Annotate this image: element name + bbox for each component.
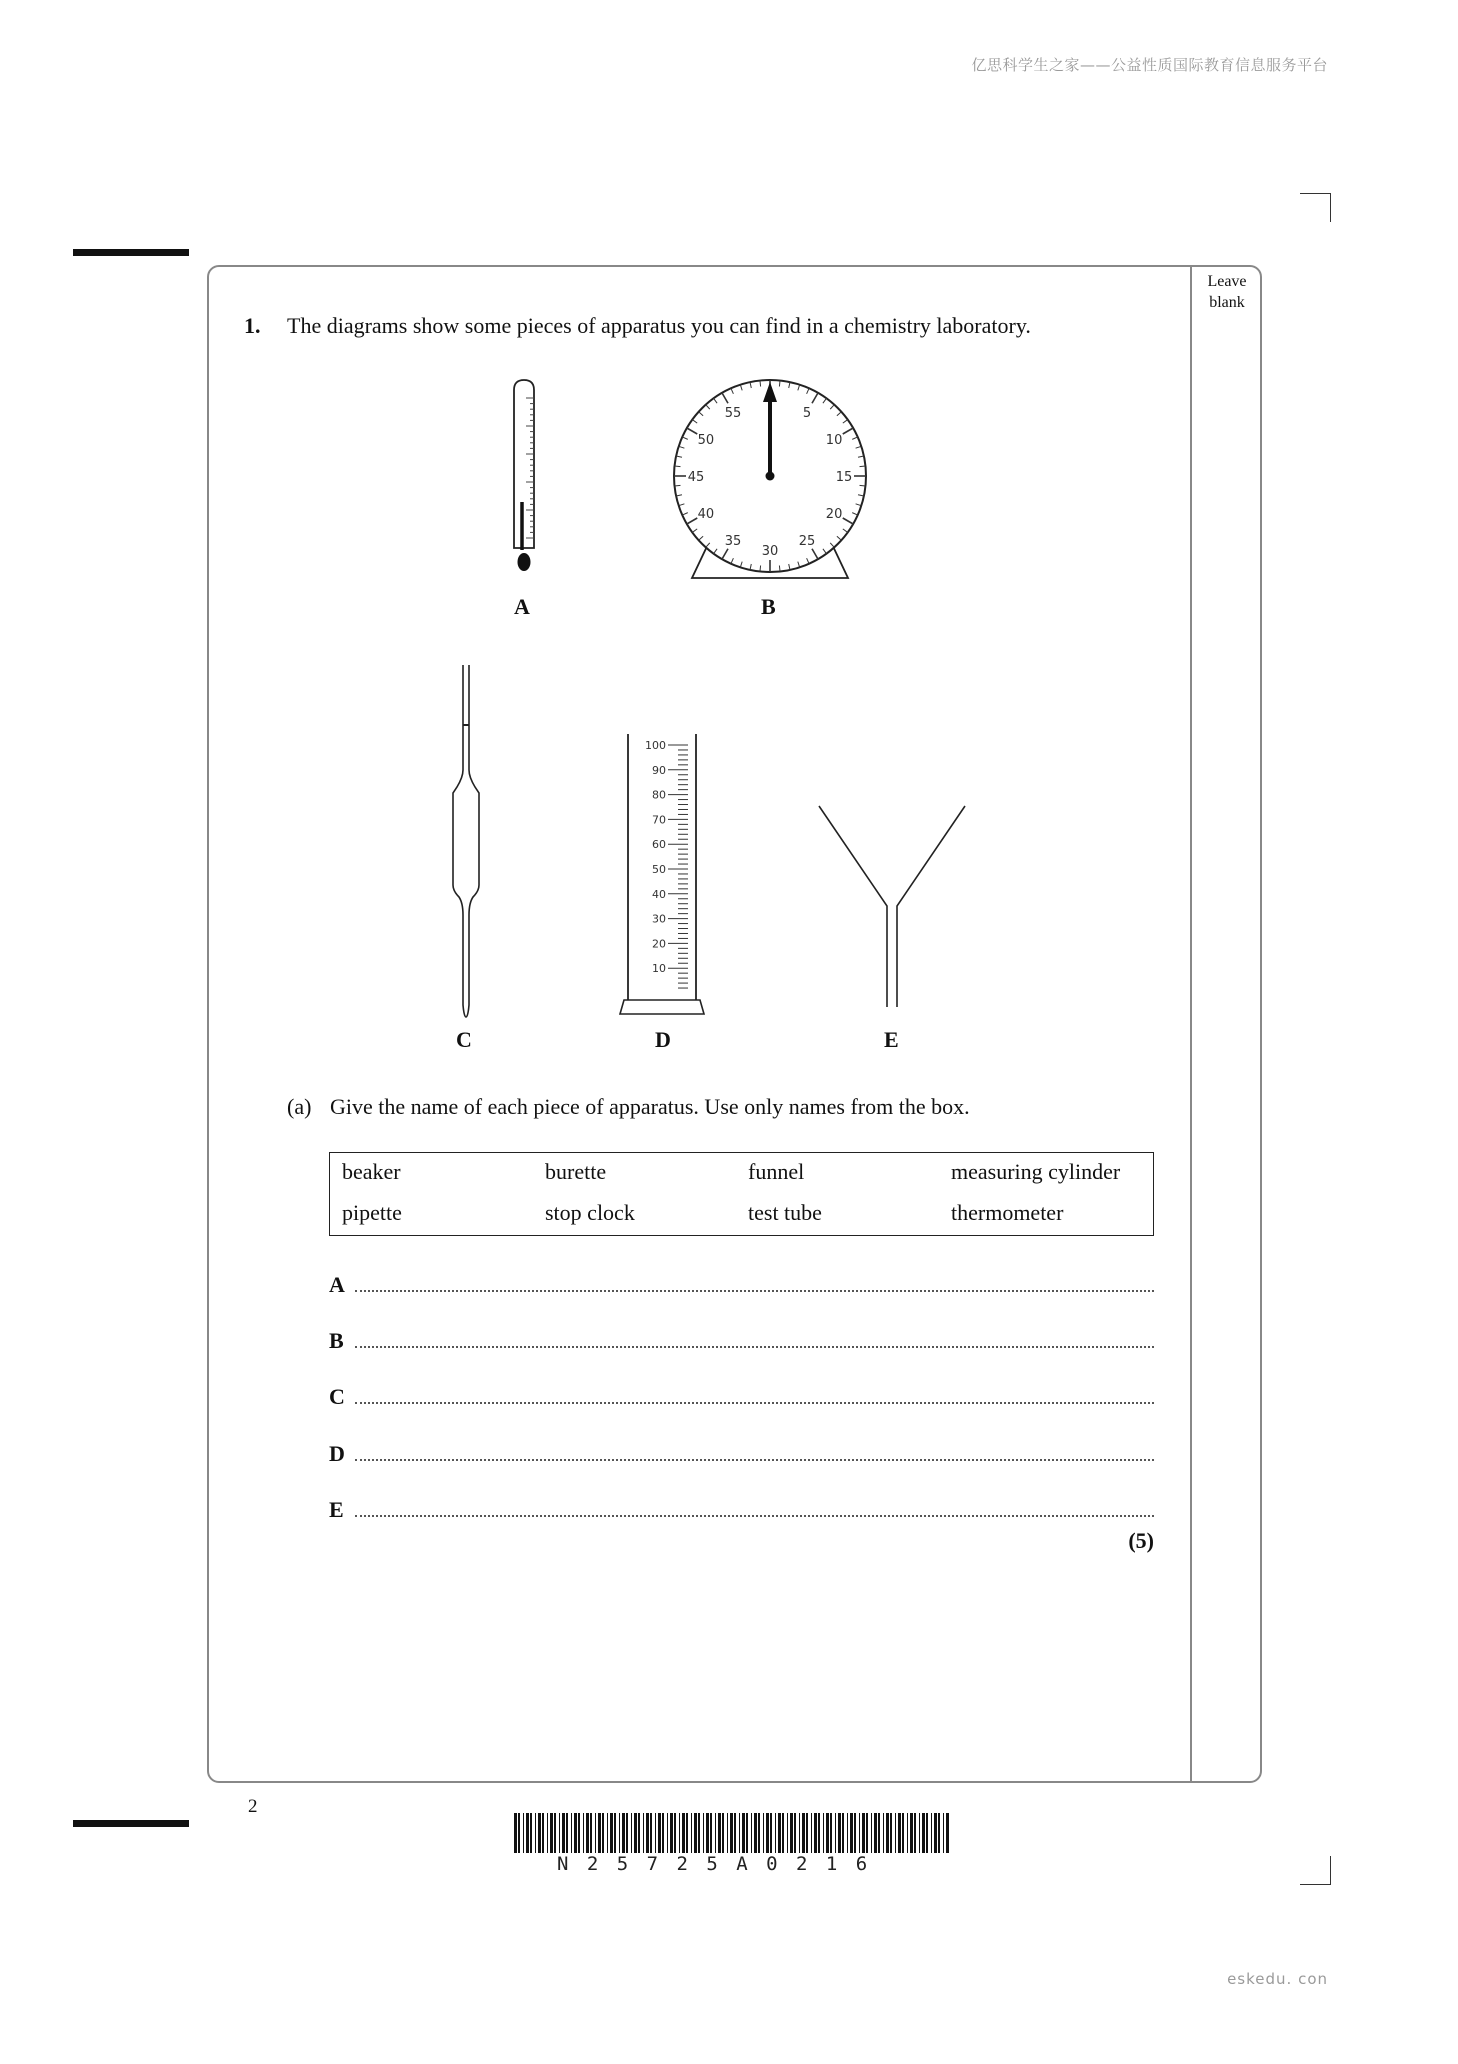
barcode-bar: [898, 1813, 901, 1853]
barcode-bar: [518, 1813, 520, 1853]
barcode-bar: [650, 1813, 652, 1853]
barcode-bar: [619, 1813, 620, 1853]
barcode-bar: [662, 1813, 664, 1853]
barcode-bar: [715, 1813, 716, 1853]
box-word: burette: [545, 1159, 607, 1184]
barcode-bar: [946, 1813, 949, 1853]
box-word: stop clock: [545, 1200, 635, 1225]
figure-label-a: A: [514, 594, 530, 619]
figure-label-e: E: [884, 1027, 899, 1052]
answer-letter: A: [329, 1272, 345, 1297]
barcode-bar: [830, 1813, 832, 1853]
barcode-bar: [842, 1813, 844, 1853]
barcode-bar: [694, 1813, 697, 1853]
barcode-bar: [919, 1813, 920, 1853]
dotted-line[interactable]: [355, 1445, 1154, 1461]
barcode-bar: [782, 1813, 784, 1853]
barcode-bar: [907, 1813, 908, 1853]
part-a-label: (a): [287, 1094, 312, 1119]
barcode-bar: [571, 1813, 572, 1853]
question-number: 1.: [244, 313, 261, 338]
pipette-diagram: [440, 665, 500, 1020]
answer-line-b[interactable]: [329, 1328, 1154, 1354]
barcode-bar: [559, 1813, 560, 1853]
word-box: [329, 1152, 1154, 1236]
crop-mark-bottom-right: [1300, 1856, 1331, 1885]
barcode-bar: [754, 1813, 757, 1853]
cylinder-scale-label: 70: [652, 813, 666, 827]
answer-letter: C: [329, 1384, 345, 1409]
clock-number: 25: [798, 534, 816, 550]
barcode-bar: [655, 1813, 656, 1853]
barcode-bar: [746, 1813, 748, 1853]
barcode-bar: [535, 1813, 536, 1853]
barcode-bar: [530, 1813, 532, 1853]
barcode-bar: [775, 1813, 776, 1853]
barcode-bar: [583, 1813, 584, 1853]
barcode-bar: [943, 1813, 944, 1853]
thermometer-diagram: [500, 378, 550, 578]
barcode-bar: [566, 1813, 568, 1853]
clock-number: 35: [724, 534, 742, 550]
part-a-text: Give the name of each piece of apparatus. Use only names from the box.: [330, 1094, 970, 1119]
barcode-bar: [886, 1813, 889, 1853]
dotted-line[interactable]: [355, 1501, 1154, 1517]
barcode-bar: [739, 1813, 740, 1853]
barcode-bar: [871, 1813, 872, 1853]
barcode-bar: [914, 1813, 916, 1853]
leave-blank-label: [1192, 271, 1262, 313]
barcode-bar: [874, 1813, 877, 1853]
dotted-line[interactable]: [355, 1276, 1154, 1292]
dotted-line[interactable]: [355, 1332, 1154, 1348]
barcode-bar: [598, 1813, 601, 1853]
barcode-bar: [634, 1813, 637, 1853]
answer-line-e[interactable]: [329, 1497, 1154, 1523]
barcode-bar: [727, 1813, 728, 1853]
barcode-bar: [643, 1813, 644, 1853]
box-word: funnel: [748, 1159, 805, 1184]
cylinder-scale-label: 10: [652, 962, 666, 976]
barcode-bar: [703, 1813, 704, 1853]
answer-letter: D: [329, 1441, 345, 1466]
cylinder-scale-label: 100: [645, 739, 666, 752]
barcode-bar: [578, 1813, 580, 1853]
barcode-bar: [787, 1813, 788, 1853]
barcode-bar: [835, 1813, 836, 1853]
figure-label-b: B: [761, 594, 776, 619]
clock-tick: [779, 381, 780, 387]
answer-line-d[interactable]: [329, 1441, 1154, 1467]
barcode-bar: [622, 1813, 625, 1853]
barcode-bar: [931, 1813, 932, 1853]
barcode-bar: [902, 1813, 904, 1853]
barcode-bar: [610, 1813, 613, 1853]
cylinder-scale-label: 20: [652, 937, 666, 951]
clock-number: 10: [825, 433, 843, 448]
barcode-bar: [590, 1813, 592, 1853]
barcode-bar: [763, 1813, 764, 1853]
clock-number: 15: [835, 470, 853, 485]
barcode-bar: [670, 1813, 673, 1853]
barcode-bar: [734, 1813, 736, 1853]
barcode-bar: [607, 1813, 608, 1853]
barcode-bar: [766, 1813, 769, 1853]
answer-line-c[interactable]: [329, 1384, 1154, 1410]
answer-letter: B: [329, 1328, 344, 1353]
barcode-bar: [638, 1813, 640, 1853]
barcode-bar: [794, 1813, 796, 1853]
barcode-bar: [691, 1813, 692, 1853]
barcode-bar: [514, 1813, 517, 1853]
cylinder-scale-label: 90: [652, 763, 666, 777]
barcode-bar: [722, 1813, 724, 1853]
page-number: 2: [248, 1796, 258, 1817]
barcode-bar: [823, 1813, 824, 1853]
box-word: thermometer: [951, 1200, 1064, 1225]
barcode-bar: [838, 1813, 841, 1853]
barcode-bar: [778, 1813, 781, 1853]
box-word: measuring cylinder: [951, 1159, 1121, 1184]
clock-number: 45: [687, 470, 705, 485]
barcode-bar: [674, 1813, 676, 1853]
cylinder-scale-label: 60: [652, 838, 666, 852]
barcode-bar: [890, 1813, 892, 1853]
barcode-bar: [658, 1813, 661, 1853]
barcode-bar: [910, 1813, 913, 1853]
barcode-bar: [790, 1813, 793, 1853]
barcode-bar: [922, 1813, 925, 1853]
barcode-bar: [595, 1813, 596, 1853]
leave-blank-line2: blank: [1209, 294, 1245, 311]
barcode-bar: [547, 1813, 548, 1853]
barcode-bar: [770, 1813, 772, 1853]
clock-tick: [760, 566, 761, 572]
barcode-bar: [850, 1813, 853, 1853]
barcode-bar: [574, 1813, 577, 1853]
clock-tick: [675, 485, 681, 486]
barcode-bar: [526, 1813, 529, 1853]
box-word: beaker: [342, 1159, 401, 1184]
barcode-bar: [679, 1813, 680, 1853]
site-watermark-header: 亿思科学生之家——公益性质国际教育信息服务平台: [971, 56, 1328, 74]
clock-number: 40: [697, 507, 715, 522]
barcode-bar: [895, 1813, 896, 1853]
barcode-bar: [614, 1813, 616, 1853]
cylinder-scale-label: 30: [652, 912, 666, 926]
box-word: pipette: [342, 1200, 402, 1225]
clock-tick: [860, 466, 866, 467]
barcode-bar: [847, 1813, 848, 1853]
barcode-bar: [802, 1813, 805, 1853]
barcode-bar: [562, 1813, 565, 1853]
barcode-bar: [542, 1813, 544, 1853]
barcode-bar: [926, 1813, 928, 1853]
barcode-bar: [550, 1813, 553, 1853]
measuring-cylinder-diagram: [600, 730, 720, 1020]
crop-mark-top-right: [1300, 193, 1331, 222]
barcode-bar: [523, 1813, 524, 1853]
barcode-bar: [938, 1813, 940, 1853]
margin-bar-bottom: [73, 1820, 189, 1827]
cylinder-scale-label: 40: [652, 887, 666, 901]
barcode-bar: [667, 1813, 668, 1853]
barcode-bar: [538, 1813, 541, 1853]
barcode-bar: [866, 1813, 868, 1853]
barcode-bar: [682, 1813, 685, 1853]
clock-tick: [675, 466, 681, 467]
figure-label-d: D: [655, 1027, 671, 1052]
barcode-bar: [586, 1813, 589, 1853]
clock-tick: [860, 485, 866, 486]
figure-label-c: C: [456, 1027, 472, 1052]
stop-clock-diagram: [670, 372, 870, 582]
barcode-bar: [706, 1813, 709, 1853]
barcode: [514, 1813, 954, 1853]
clock-number: 5: [802, 405, 812, 421]
barcode-text: N 2 5 7 2 5 A 0 2 1 6: [557, 1853, 871, 1875]
barcode-bar: [859, 1813, 860, 1853]
barcode-bar: [626, 1813, 628, 1853]
clock-number: 55: [724, 405, 742, 421]
cylinder-scale-label: 50: [652, 863, 666, 876]
site-watermark-footer: eskedu. con: [1227, 1970, 1328, 1988]
barcode-bar: [878, 1813, 880, 1853]
barcode-bar: [799, 1813, 800, 1853]
barcode-bar: [742, 1813, 745, 1853]
barcode-bar: [710, 1813, 712, 1853]
barcode-bar: [730, 1813, 733, 1853]
barcode-bar: [854, 1813, 856, 1853]
barcode-bar: [818, 1813, 820, 1853]
part-a-prompt: [287, 1094, 970, 1120]
barcode-bar: [758, 1813, 760, 1853]
question-text: The diagrams show some pieces of apparatus you can find in a chemistry laboratory.: [287, 313, 1031, 338]
barcode-bar: [631, 1813, 632, 1853]
barcode-bar: [883, 1813, 884, 1853]
clock-tick: [779, 566, 780, 572]
margin-bar-top: [73, 249, 189, 256]
answer-line-a[interactable]: [329, 1272, 1154, 1298]
barcode-bar: [602, 1813, 604, 1853]
barcode-bar: [934, 1813, 937, 1853]
barcode-bar: [862, 1813, 865, 1853]
cylinder-scale-label: 80: [652, 788, 666, 802]
clock-number: 20: [825, 507, 843, 522]
barcode-bar: [554, 1813, 556, 1853]
leave-blank-divider: [1190, 265, 1192, 1783]
barcode-bar: [718, 1813, 721, 1853]
marks-total: (5): [1128, 1528, 1154, 1553]
barcode-bar: [686, 1813, 688, 1853]
barcode-bar: [811, 1813, 812, 1853]
barcode-bar: [826, 1813, 829, 1853]
clock-number: 50: [697, 433, 715, 448]
barcode-bar: [806, 1813, 808, 1853]
barcode-bar: [751, 1813, 752, 1853]
barcode-bar: [646, 1813, 649, 1853]
clock-number: 30: [761, 544, 779, 559]
box-word: test tube: [748, 1200, 822, 1225]
barcode-bar: [698, 1813, 700, 1853]
dotted-line[interactable]: [355, 1388, 1154, 1404]
answer-letter: E: [329, 1497, 344, 1522]
barcode-bar: [814, 1813, 817, 1853]
clock-tick: [760, 381, 761, 387]
leave-blank-line1: Leave: [1207, 273, 1247, 290]
funnel-diagram: [815, 802, 970, 1012]
